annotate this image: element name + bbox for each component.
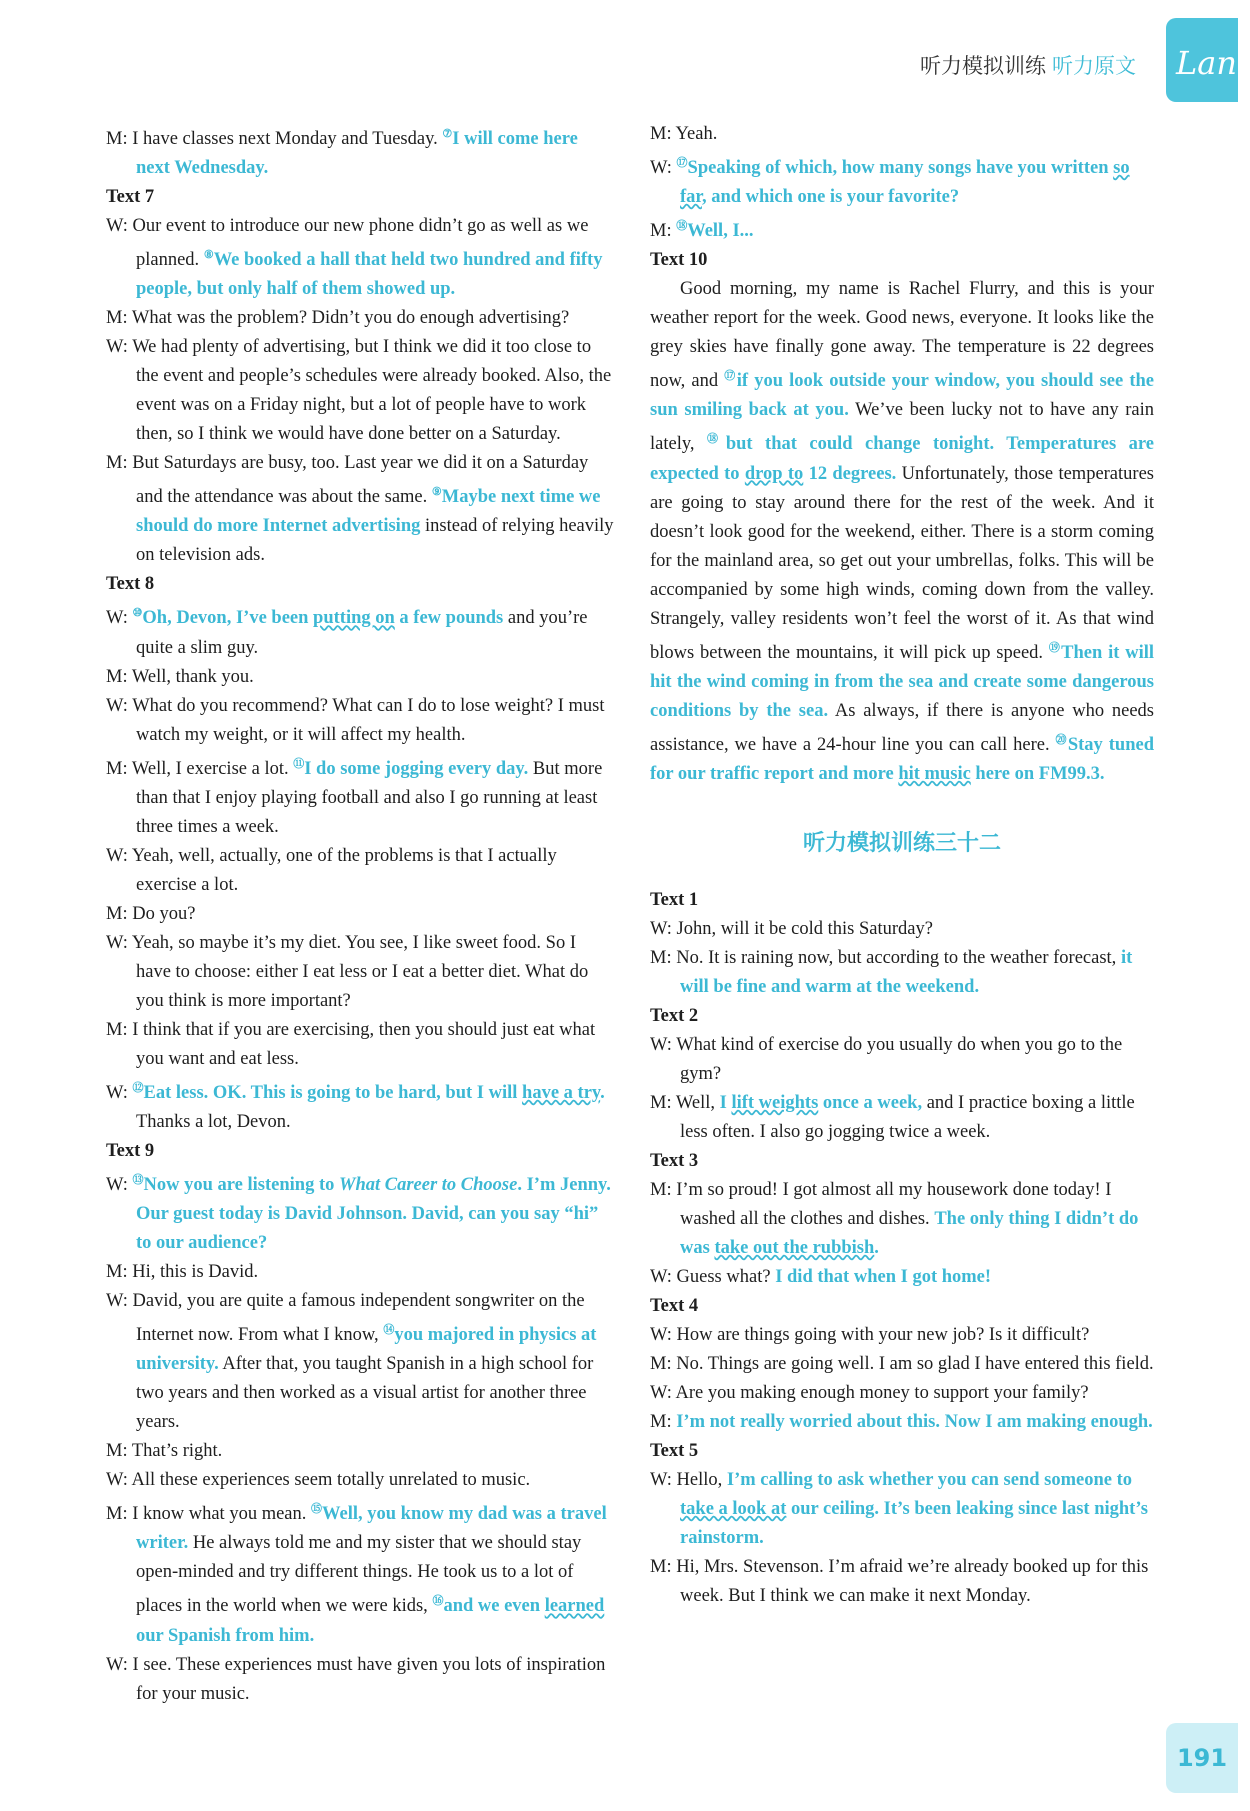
dialogue-line: M: I think that if you are exercising, then you should just eat what you want and eat less. [106,1019,596,1069]
dialogue-line: M: Do you? [106,903,196,924]
dialogue-line: M: Well, thank you. [106,666,254,687]
dialogue-line: M: Well, I lift weights once a week, and I practice boxing a little less often. I also go jogging twice a week. [650,1092,1135,1142]
right-column [650,120,1154,1611]
header-title [920,50,1136,80]
dialogue-line: W: Are you making enough money to support your family? [650,1382,1089,1403]
text-heading: Text 10 [650,250,708,271]
dialogue-line: W: How are things going with your new job? Is it difficult? [650,1324,1090,1345]
dialogue-line: M: Yeah. [650,124,718,144]
text-heading: Text 1 [650,889,699,910]
dialogue-line: M: Hi, Mrs. Stevenson. I’m afraid we’re already booked up for this week. But I think we can make it next Monday. [650,1556,1149,1606]
dialogue-line: W: We had plenty of advertising, but I think we did it too close to the event and people’s schedules were already booked. Also, the event was on a Friday night, but a lot of people have to work then, so I think we would have done better on a Saturday. [106,337,612,445]
header-series: 听力模拟训练 [920,54,1046,78]
dialogue-line: W: David, you are quite a famous independent songwriter on the Internet now. From what I know, ⑭you majored in physics at university. After that, you taught Spanish in a high school for two years and then worked as a visual artist for another three years. [106,1291,597,1433]
dialogue-line: M: Hi, this is David. [106,1262,259,1283]
dialogue-line: M: I’m not really worried about this. Now I am making enough. [650,1411,1153,1432]
dialogue-line: M: I know what you mean. ⑮Well, you know my dad was a travel writer. He always told me and my sister that we should stay open-minded and try different things. He took us to a lot of places in the world when we were kids, ⑯and we even learned our Spanish from him. [106,1503,607,1646]
dialogue-line: M: No. It is raining now, but according to the weather forecast, it will be fine and warm at the weekend. [650,947,1133,997]
dialogue-line: M: What was the problem? Didn’t you do enough advertising? [106,308,570,329]
dialogue-line: M: ⑱Well, I... [650,220,754,242]
dialogue-line: W: ⑬Now you are listening to What Career to Choose. I’m Jenny. Our guest today is David Johnson. David, can you say “hi” to our audience? [106,1173,611,1254]
left-column [106,120,614,1709]
text-heading: Text 3 [650,1150,699,1171]
dialogue-line: W: What do you recommend? What can I do to lose weight? I must watch my weight, or it will affect my health. [106,695,605,745]
text-heading: Text 4 [650,1295,699,1316]
dialogue-line: M: That’s right. [106,1441,223,1462]
dialogue-line: W: Yeah, so maybe it’s my diet. You see, I like sweet food. So I have to choose: either I eat less or I eat a better diet. What do you think is more important? [106,932,589,1011]
dialogue-line: M: Well, I exercise a lot. ⑪I do some jogging every day. But more than that I enjoy playing football and also I go running at least three times a week. [106,757,603,837]
text-heading: Text 2 [650,1005,699,1026]
dialogue-line: W: Yeah, well, actually, one of the problems is that I actually exercise a lot. [106,845,557,895]
text-heading: Text 9 [106,1140,155,1161]
dialogue-line: W: John, will it be cold this Saturday? [650,918,933,939]
dialogue-line: W: Our event to introduce our new phone didn’t go as well as we planned. ⑧We booked a hall that held two hundred and fifty people, but only half of them showed up. [106,216,603,300]
page-number: 191 [1166,1723,1238,1793]
section-title: 听力模拟训练三十二 [802,830,1001,856]
header-accent: 听力原文 [1052,54,1136,78]
brand-logo: Lan [1176,44,1237,82]
monologue-paragraph: Good morning, my name is Rachel Flurry, and this is your weather report for the week. Good news, everyone. It looks like the grey skies have finally gone away. The temperature is 22 degrees now, and ⑰if you look outside your window, you should see the sun smiling back at you. We’ve been lucky not to have any rain lately, ⑱but that could change tonight. Temperatures are expected to drop to 12 degrees. Unfortunately, those temperatures are going to stay around there for the rest of the week. And it doesn’t look good for the weekend, either. There is a storm coming for the mainland area, so get out your umbrellas, folks. This will be accompanied by some high winds, coming down from the valley. Strangely, valley residents won’t feel the worst of it. As that wind blows between the mountains, it will pick up speed. ⑲Then it will hit the wind coming in from the sea and create some dangerous conditions by the sea. As always, if there is anyone who needs assistance, we have a 24-hour line you can call here. ⑳Stay tuned for our traffic report and more hit music here on FM99.3. [650,279,1155,784]
text-heading: Text 5 [650,1440,699,1461]
dialogue-line: W: I see. These experiences must have given you lots of inspiration for your music. [106,1654,606,1704]
dialogue-line: W: What kind of exercise do you usually do when you go to the gym? [650,1034,1123,1084]
dialogue-line: W: ⑫Eat less. OK. This is going to be hard, but I will have a try. Thanks a lot, Devon. [106,1081,605,1132]
brand-tab [1166,18,1238,102]
dialogue-line: M: I’m so proud! I got almost all my housework done today! I washed all the clothes and dishes. The only thing I didn’t do was take out the rubbish. [650,1179,1139,1258]
text-heading: Text 7 [106,187,155,208]
dialogue-line: W: ⑩Oh, Devon, I’ve been putting on a few pounds and you’re quite a slim guy. [106,607,588,658]
dialogue-line: M: I have classes next Monday and Tuesday. ⑦I will come here next Wednesday. [106,128,578,179]
dialogue-line: W: Hello, I’m calling to ask whether you can send someone to take a look at our ceiling. It’s been leaking since last night’s rainstorm. [650,1469,1149,1548]
dialogue-line: W: All these experiences seem totally unrelated to music. [106,1470,531,1491]
text-heading: Text 8 [106,574,155,595]
dialogue-line: W: Guess what? I did that when I got home! [650,1266,992,1287]
dialogue-line: W: ⑰Speaking of which, how many songs have you written so far, and which one is your favorite? [650,157,1130,208]
dialogue-line: M: No. Things are going well. I am so glad I have entered this field. [650,1353,1154,1374]
dialogue-line: M: But Saturdays are busy, too. Last year we did it on a Saturday and the attendance was about the same. ⑨Maybe next time we should do more Internet advertising instead of relying heavily on television ads. [106,453,614,566]
